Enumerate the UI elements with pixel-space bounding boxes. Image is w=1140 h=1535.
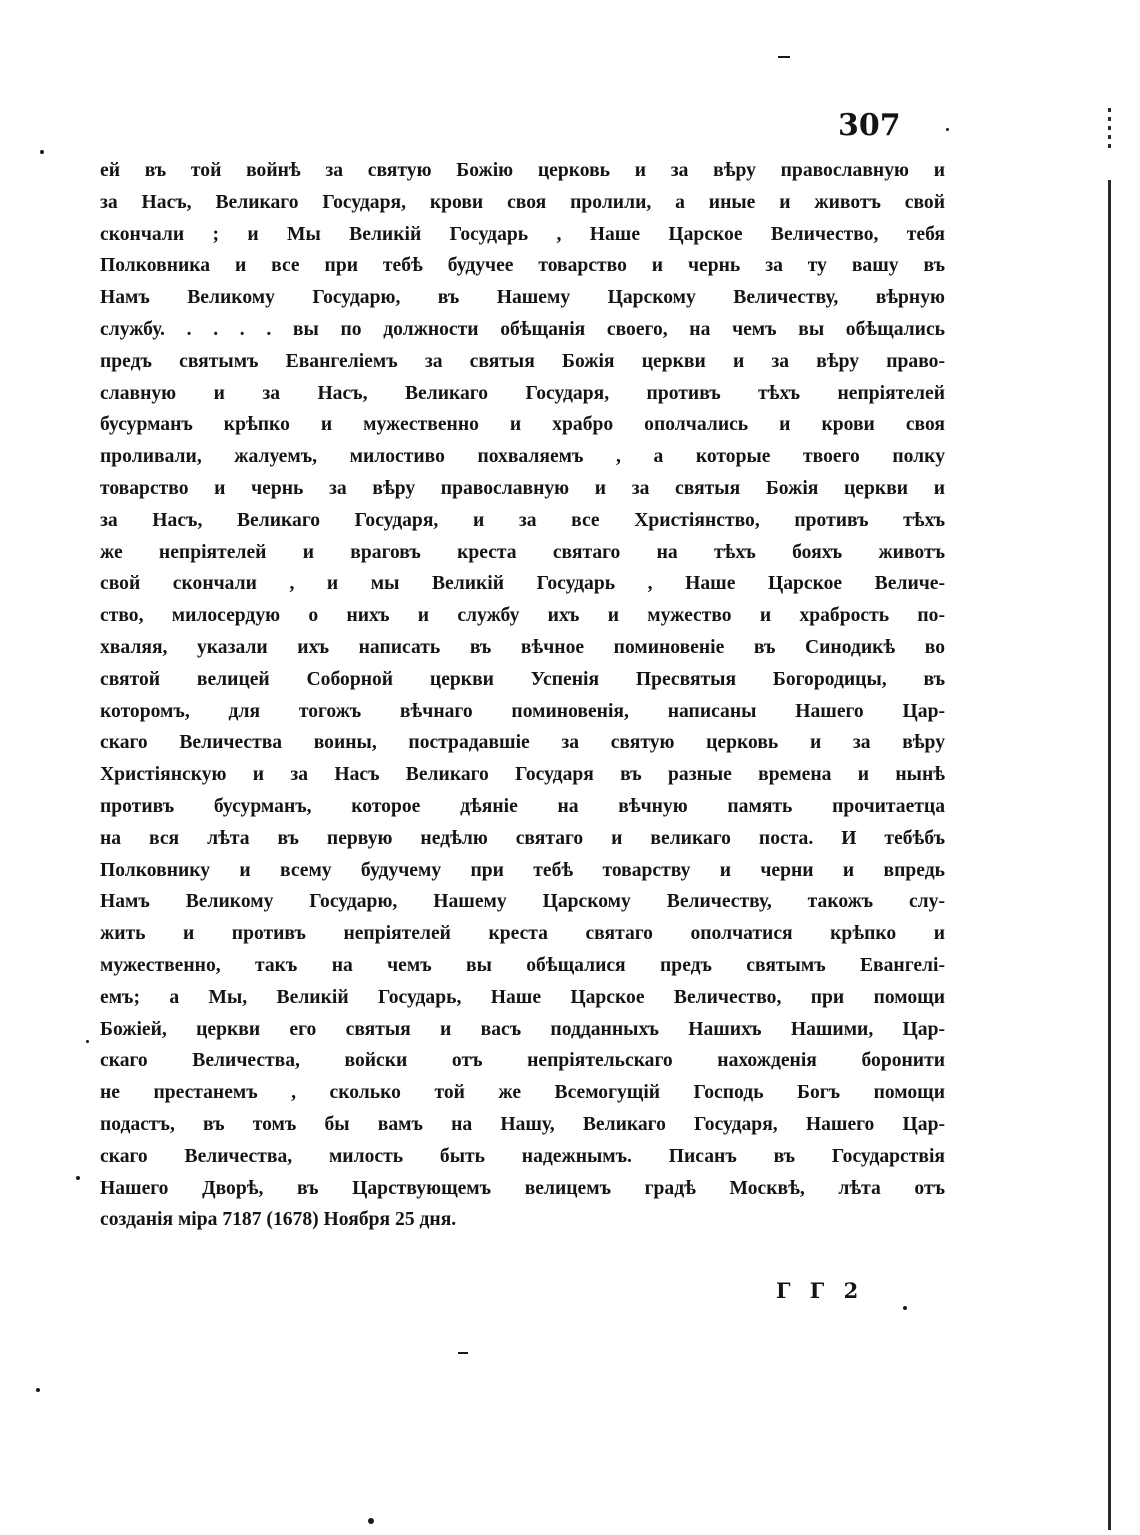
text-line: службу. . . . . вы по должности обѣщанія своего, на чемъ вы обѣщались bbox=[100, 318, 945, 340]
scan-speck bbox=[36, 1388, 40, 1392]
scan-speck bbox=[76, 1176, 80, 1180]
text-line: проливали, жалуемъ, милостиво похваляемъ , а которые твоего полку bbox=[100, 446, 945, 468]
text-line: на вся лѣта въ первую недѣлю святаго и великаго поста. И тебѣбъ bbox=[100, 827, 945, 849]
text-line: святой велицей Соборной церкви Успенія Пресвятыя Богородицы, въ bbox=[100, 668, 945, 690]
signature-mark: Г Г 2 bbox=[776, 1278, 865, 1303]
scan-speck bbox=[903, 1306, 907, 1310]
text-line: Намъ Великому Государю, Нашему Царскому Величеству, такожъ слу- bbox=[100, 891, 945, 913]
margin-rule-top bbox=[1108, 108, 1111, 148]
scan-mark bbox=[778, 56, 790, 58]
text-line: предъ святымъ Евангеліемъ за святыя Божія церкви и за вѣру право- bbox=[100, 350, 945, 372]
text-line: за Насъ, Великаго Государя, крови своя пролили, а иные и животъ свой bbox=[100, 191, 945, 213]
text-line: за Насъ, Великаго Государя, и за все Христіянство, противъ тѣхъ bbox=[100, 509, 945, 531]
text-line: мужественно, такъ на чемъ вы обѣщалися предъ святымъ Евангелі- bbox=[100, 954, 945, 976]
text-line: свой скончали , и мы Великій Государь , Наше Царское Величе- bbox=[100, 573, 945, 595]
text-line: скаго Величества, войски отъ непріятельскаго нахожденія боронити bbox=[100, 1050, 945, 1072]
text-line: скаго Величества, милость быть надежнымъ. Писанъ въ Государствія bbox=[100, 1145, 945, 1167]
text-line: противъ бусурманъ, которое дѣяніе на вѣчную память прочитаетца bbox=[100, 795, 945, 817]
text-line: Нашего Дворѣ, въ Царствующемъ велицемъ градѣ Москвѣ, лѣта отъ bbox=[100, 1177, 945, 1199]
text-line: бусурманъ крѣпко и мужественно и храбро ополчались и крови своя bbox=[100, 414, 945, 436]
text-line: Намъ Великому Государю, въ Нашему Царскому Величеству, вѣрную bbox=[100, 287, 945, 309]
text-line: товарство и чернь за вѣру православную и за святыя Божія церкви и bbox=[100, 477, 945, 499]
text-line: ей въ той войнѣ за святую Божію церковь и за вѣру православную и bbox=[100, 160, 945, 181]
text-line: Христіянскую и за Насъ Великаго Государя въ разные времена и нынѣ bbox=[100, 764, 945, 786]
text-line: которомъ, для тогожъ вѣчнаго поминовенія, написаны Нашего Цар- bbox=[100, 700, 945, 722]
text-line: скаго Величества воины, пострадавшіе за святую церковь и за вѣру bbox=[100, 732, 945, 754]
text-line: же непріятелей и враговъ креста святаго на тѣхъ бояхъ животъ bbox=[100, 541, 945, 563]
scan-mark bbox=[458, 1352, 468, 1354]
scan-speck bbox=[86, 1040, 89, 1043]
scan-speck bbox=[946, 128, 949, 131]
text-line: не престанемъ , сколько той же Всемогущій Господь Богъ помощи bbox=[100, 1082, 945, 1104]
text-line: ство, милосердую о нихъ и службу ихъ и мужество и храбрость по- bbox=[100, 605, 945, 627]
page-number: 307 bbox=[838, 108, 901, 143]
body-text bbox=[100, 155, 945, 1236]
text-line: славную и за Насъ, Великаго Государя, противъ тѣхъ непріятелей bbox=[100, 382, 945, 404]
text-line: подастъ, въ томъ бы вамъ на Нашу, Великаго Государя, Нашего Цар- bbox=[100, 1113, 945, 1135]
text-line: хваляя, указали ихъ написать въ вѣчное поминовеніе въ Синодикѣ во bbox=[100, 636, 945, 658]
text-line: скончали ; и Мы Великій Государь , Наше Царское Величество, тебя bbox=[100, 223, 945, 245]
scan-speck bbox=[40, 150, 44, 154]
margin-rule bbox=[1108, 180, 1111, 1530]
text-line: Полковнику и всему будучему при тебѣ товарству и черни и впредь bbox=[100, 859, 945, 881]
text-line: Полковника и все при тебѣ будучее товарство и чернь за ту вашу въ bbox=[100, 255, 945, 277]
text-line: созданія міра 7187 (1678) Ноября 25 дня. bbox=[100, 1209, 457, 1231]
text-line: Божіей, церкви его святыя и васъ подданныхъ Нашихъ Нашими, Цар- bbox=[100, 1018, 945, 1040]
text-line: емъ; а Мы, Великій Государь, Наше Царское Величество, при помощи bbox=[100, 986, 945, 1008]
scan-speck bbox=[368, 1518, 374, 1524]
text-line: жить и противъ непріятелей креста святаго ополчатися крѣпко и bbox=[100, 923, 945, 945]
